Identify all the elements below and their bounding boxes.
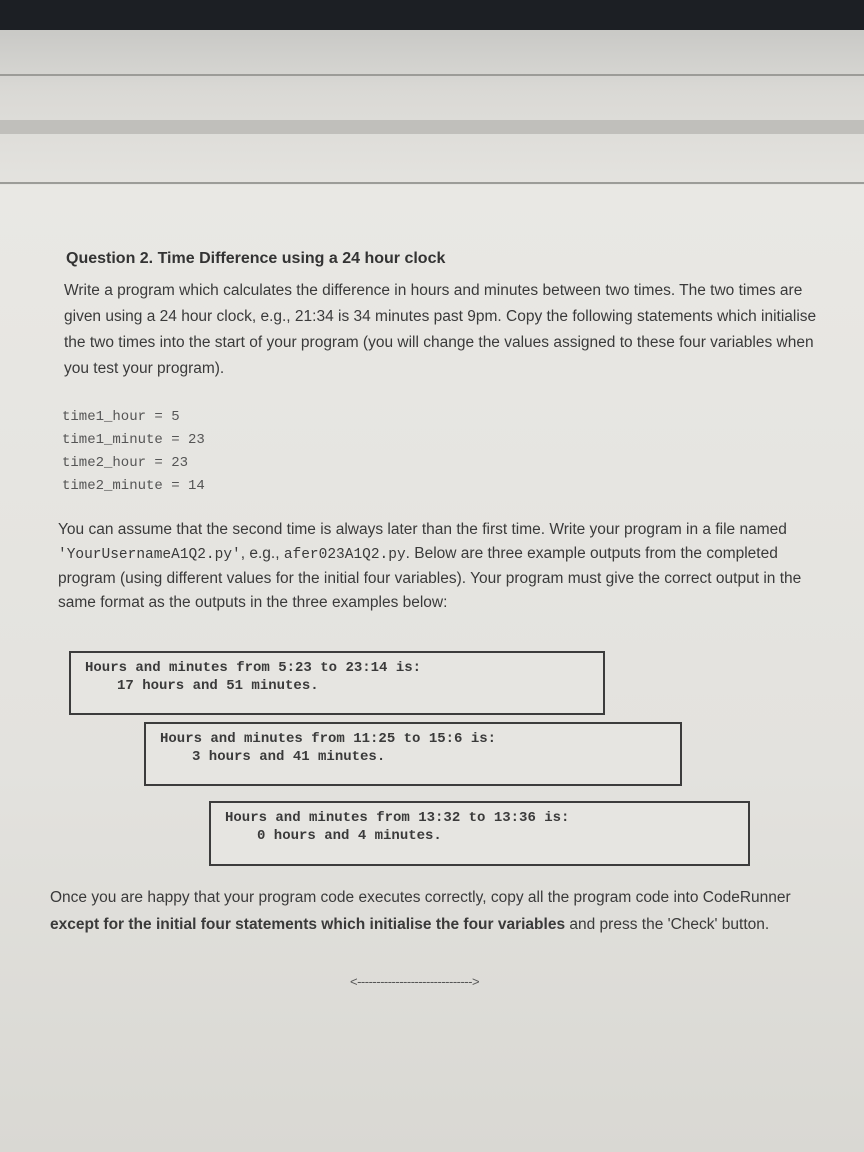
code-line: time1_hour = 5: [62, 409, 180, 425]
example-line: 0 hours and 4 minutes.: [257, 828, 442, 844]
assumption-text: . Below are three example outputs from the completed program (using different values for the initial four variables). Your program must give the correct output in the same format as the outputs in the three examples below:: [58, 545, 802, 611]
closing-text: and press the 'Check' button.: [565, 916, 770, 933]
closing-text: Once you are happy that your program code executes correctly, copy all the program code into CodeRunner: [50, 889, 791, 906]
example-output-box: [69, 651, 605, 715]
closing-paragraph: [50, 884, 830, 938]
example-line: Hours and minutes from 11:25 to 15:6 is:: [160, 731, 497, 747]
question-title: Question 2. Time Difference using a 24 hour clock: [66, 250, 446, 267]
assumption-text: , e.g.,: [240, 545, 284, 562]
divider-line: [0, 182, 864, 184]
code-line: time2_minute = 14: [62, 478, 205, 494]
code-line: time1_minute = 23: [62, 432, 205, 448]
example-line: Hours and minutes from 5:23 to 23:14 is:: [85, 660, 422, 676]
footer-arrow: <------------------------------>: [350, 974, 480, 989]
example-output-box: [209, 801, 750, 866]
example-line: 17 hours and 51 minutes.: [117, 678, 319, 694]
closing-bold-text: except for the initial four statements which initialise the four variables: [50, 916, 566, 933]
example-line: 3 hours and 41 minutes.: [192, 749, 386, 765]
question-intro: Write a program which calculates the difference in hours and minutes between two times. The two times are given using a 24 hour clock, e.g., 21:34 is 34 minutes past 9pm. Copy the following statements which initialise the two times into the start of your program (you will change the values assigned to these four variables when you test your program).: [64, 282, 817, 377]
divider-line: [0, 74, 864, 76]
assumption-text: You can assume that the second time is always later than the first time. Write your program in a file named: [58, 521, 787, 538]
top-dark-band: [0, 0, 864, 30]
example-filename: afer023A1Q2.py: [283, 547, 406, 563]
code-line: time2_hour = 23: [62, 455, 189, 471]
example-output-box: [144, 722, 682, 786]
filename: 'YourUsernameA1Q2.py': [58, 547, 241, 563]
assumption-paragraph: [58, 518, 828, 615]
header-area: [0, 30, 864, 185]
example-line: Hours and minutes from 13:32 to 13:36 is:: [225, 810, 570, 826]
divider-band: [0, 120, 864, 134]
code-block: [62, 406, 205, 498]
